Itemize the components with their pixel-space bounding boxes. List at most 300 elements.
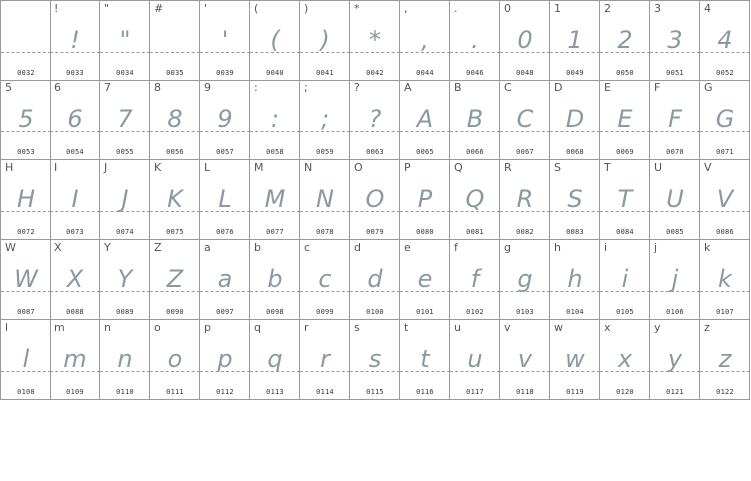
- character-code: 0087: [17, 308, 35, 316]
- character-code: 0039: [216, 69, 234, 77]
- character-key-label: #: [154, 2, 164, 15]
- glyph-sample: R: [516, 185, 534, 213]
- baseline-divider: [450, 371, 500, 372]
- baseline-divider: [50, 211, 100, 212]
- character-key-label: :: [254, 81, 258, 94]
- character-code: 0033: [66, 69, 84, 77]
- glyph-sample: ,: [421, 26, 429, 54]
- character-key-label: S: [554, 161, 561, 174]
- character-code: 0086: [716, 228, 734, 236]
- baseline-divider: [550, 371, 600, 372]
- glyph-cell: [650, 0, 700, 81]
- baseline-divider: [100, 371, 150, 372]
- glyph-cell: [300, 0, 350, 81]
- glyph-cell: [0, 0, 51, 81]
- character-code: 0076: [216, 228, 234, 236]
- baseline-divider: [650, 211, 700, 212]
- glyph-sample: C: [516, 105, 534, 133]
- baseline-divider: [150, 211, 200, 212]
- character-key-label: I: [54, 161, 58, 174]
- glyph-sample: J: [121, 185, 129, 213]
- glyph-sample: h: [567, 265, 583, 293]
- glyph-cell: [0, 160, 51, 240]
- baseline-divider: [600, 291, 650, 292]
- glyph-cell: [250, 0, 300, 81]
- glyph-cell: [50, 80, 100, 160]
- character-key-label: n: [104, 321, 111, 334]
- character-key-label: V: [704, 161, 712, 174]
- glyph-cell: [450, 240, 500, 320]
- character-code: 0112: [216, 388, 234, 396]
- glyph-sample: Y: [117, 265, 133, 293]
- glyph-sample: 2: [617, 26, 633, 54]
- baseline-divider: [200, 131, 250, 132]
- character-key-label: B: [454, 81, 462, 94]
- baseline-divider: [700, 291, 750, 292]
- glyph-sample: M: [264, 185, 286, 213]
- character-key-label: ': [204, 2, 208, 15]
- glyph-sample: 6: [67, 105, 83, 133]
- character-code: 0032: [17, 69, 35, 77]
- baseline-divider: [700, 52, 750, 53]
- baseline-divider: [350, 371, 400, 372]
- character-key-label: 3: [654, 2, 661, 15]
- character-key-label: p: [204, 321, 211, 334]
- character-code: 0082: [516, 228, 534, 236]
- character-code: 0105: [616, 308, 634, 316]
- baseline-divider: [600, 211, 650, 212]
- glyph-cell: [200, 240, 250, 320]
- character-key-label: v: [504, 321, 511, 334]
- character-code: 0052: [716, 69, 734, 77]
- glyph-sample: ): [320, 26, 330, 54]
- glyph-cell: [500, 320, 550, 400]
- baseline-divider: [250, 291, 300, 292]
- baseline-divider: [400, 291, 450, 292]
- baseline-divider: [50, 52, 100, 53]
- glyph-sample: ;: [320, 105, 330, 133]
- glyph-sample: o: [167, 345, 183, 373]
- baseline-divider: [200, 52, 250, 53]
- character-key-label: b: [254, 241, 261, 254]
- baseline-divider: [100, 131, 150, 132]
- glyph-sample: A: [416, 105, 434, 133]
- character-key-label: Z: [154, 241, 162, 254]
- glyph-sample: 9: [217, 105, 233, 133]
- baseline-divider: [500, 131, 550, 132]
- character-key-label: h: [554, 241, 561, 254]
- character-code: 0104: [566, 308, 584, 316]
- character-key-label: C: [504, 81, 512, 94]
- glyph-sample: j: [671, 265, 679, 293]
- glyph-sample: f: [470, 265, 480, 293]
- character-code: 0042: [366, 69, 384, 77]
- baseline-divider: [450, 131, 500, 132]
- glyph-sample: i: [621, 265, 629, 293]
- glyph-sample: ": [119, 26, 131, 54]
- glyph-sample: P: [417, 185, 433, 213]
- character-key-label: K: [154, 161, 162, 174]
- character-code: 0075: [166, 228, 184, 236]
- glyph-cell: [450, 160, 500, 240]
- glyph-sample: 8: [167, 105, 183, 133]
- glyph-sample: L: [218, 185, 232, 213]
- character-code: 0114: [316, 388, 334, 396]
- baseline-divider: [650, 52, 700, 53]
- baseline-divider: [250, 371, 300, 372]
- glyph-cell: [600, 320, 650, 400]
- character-key-label: A: [404, 81, 412, 94]
- baseline-divider: [300, 291, 350, 292]
- glyph-sample: E: [617, 105, 633, 133]
- character-key-label: y: [654, 321, 661, 334]
- baseline-divider: [50, 291, 100, 292]
- character-key-label: g: [504, 241, 511, 254]
- character-code: 0121: [666, 388, 684, 396]
- character-code: 0069: [616, 148, 634, 156]
- baseline-divider: [450, 291, 500, 292]
- character-key-label: u: [454, 321, 461, 334]
- baseline-divider: [400, 131, 450, 132]
- glyph-cell: [250, 160, 300, 240]
- character-code: 0066: [466, 148, 484, 156]
- character-code: 0101: [416, 308, 434, 316]
- character-key-label: t: [404, 321, 409, 334]
- glyph-cell: [150, 240, 200, 320]
- glyph-sample: D: [565, 105, 585, 133]
- baseline-divider: [350, 211, 400, 212]
- glyph-sample: X: [66, 265, 84, 293]
- character-key-label: Y: [104, 241, 111, 254]
- character-code: 0088: [66, 308, 84, 316]
- glyph-cell: [700, 80, 750, 160]
- glyph-sample: .: [471, 26, 479, 54]
- character-code: 0040: [266, 69, 284, 77]
- character-key-label: i: [604, 241, 608, 254]
- character-key-label: m: [54, 321, 65, 334]
- baseline-divider: [50, 131, 100, 132]
- glyph-cell: [200, 80, 250, 160]
- glyph-sample: u: [467, 345, 483, 373]
- character-code: 0083: [566, 228, 584, 236]
- character-key-label: E: [604, 81, 611, 94]
- glyph-cell: [200, 160, 250, 240]
- baseline-divider: [250, 211, 300, 212]
- character-code: 0084: [616, 228, 634, 236]
- character-key-label: q: [254, 321, 261, 334]
- baseline-divider: [650, 291, 700, 292]
- baseline-divider: [350, 291, 400, 292]
- character-code: 0100: [366, 308, 384, 316]
- character-key-label: F: [654, 81, 661, 94]
- glyph-sample: I: [71, 185, 79, 213]
- glyph-cell: [50, 160, 100, 240]
- character-code: 0035: [166, 69, 184, 77]
- character-code: 0109: [66, 388, 84, 396]
- character-code: 0065: [416, 148, 434, 156]
- glyph-cell: [350, 0, 400, 81]
- character-key-label: a: [204, 241, 211, 254]
- character-key-label: 7: [104, 81, 111, 94]
- glyph-cell: [550, 0, 600, 81]
- baseline-divider: [500, 52, 550, 53]
- glyph-sample: p: [217, 345, 233, 373]
- glyph-sample: U: [666, 185, 684, 213]
- glyph-sample: T: [617, 185, 633, 213]
- glyph-cell: [550, 240, 600, 320]
- glyph-cell: [350, 80, 400, 160]
- glyph-sample: g: [517, 265, 533, 293]
- baseline-divider: [1, 52, 51, 53]
- glyph-sample: G: [715, 105, 735, 133]
- character-code: 0057: [216, 148, 234, 156]
- character-code: 0071: [716, 148, 734, 156]
- glyph-sample: m: [63, 345, 87, 373]
- glyph-sample: :: [270, 105, 280, 133]
- character-code: 0044: [416, 69, 434, 77]
- character-key-label: U: [654, 161, 663, 174]
- glyph-sample: 5: [18, 105, 34, 133]
- character-key-label: k: [704, 241, 711, 254]
- character-code: 0081: [466, 228, 484, 236]
- glyph-sample: a: [217, 265, 233, 293]
- baseline-divider: [500, 211, 550, 212]
- character-code: 0099: [316, 308, 334, 316]
- character-code: 0089: [116, 308, 134, 316]
- character-key-label: D: [554, 81, 563, 94]
- baseline-divider: [600, 131, 650, 132]
- character-key-label: 2: [604, 2, 611, 15]
- glyph-cell: [150, 160, 200, 240]
- glyph-cell: [400, 160, 450, 240]
- character-key-label: ?: [354, 81, 360, 94]
- baseline-divider: [650, 371, 700, 372]
- character-code: 0113: [266, 388, 284, 396]
- character-key-label: z: [704, 321, 710, 334]
- character-code: 0098: [266, 308, 284, 316]
- baseline-divider: [50, 371, 100, 372]
- baseline-divider: [550, 291, 600, 292]
- character-key-label: ": [104, 2, 110, 15]
- character-key-label: ,: [404, 2, 408, 15]
- glyph-cell: [250, 320, 300, 400]
- glyph-cell: [400, 240, 450, 320]
- character-key-label: M: [254, 161, 264, 174]
- character-code: 0115: [366, 388, 384, 396]
- baseline-divider: [400, 52, 450, 53]
- character-code: 0078: [316, 228, 334, 236]
- glyph-cell: [100, 80, 150, 160]
- baseline-divider: [350, 131, 400, 132]
- character-code: 0055: [116, 148, 134, 156]
- character-code: 0118: [516, 388, 534, 396]
- baseline-divider: [700, 211, 750, 212]
- baseline-divider: [100, 52, 150, 53]
- glyph-sample: (: [270, 26, 280, 54]
- glyph-sample: B: [466, 105, 484, 133]
- character-key-label: L: [204, 161, 211, 174]
- character-key-label: r: [304, 321, 309, 334]
- glyph-cell: [0, 240, 51, 320]
- baseline-divider: [1, 131, 51, 132]
- character-key-label: X: [54, 241, 62, 254]
- glyph-sample: e: [417, 265, 433, 293]
- glyph-sample: t: [420, 345, 430, 373]
- glyph-sample: c: [318, 265, 332, 293]
- character-code: 0049: [566, 69, 584, 77]
- glyph-cell: [600, 80, 650, 160]
- glyph-cell: [550, 160, 600, 240]
- glyph-sample: *: [369, 26, 381, 54]
- character-code: 0054: [66, 148, 84, 156]
- glyph-cell: [450, 0, 500, 81]
- glyph-sample: v: [517, 345, 533, 373]
- character-code: 0080: [416, 228, 434, 236]
- character-code: 0063: [366, 148, 384, 156]
- character-code: 0041: [316, 69, 334, 77]
- character-key-label: o: [154, 321, 161, 334]
- character-key-label: ): [304, 2, 309, 15]
- glyph-cell: [650, 240, 700, 320]
- glyph-cell: [100, 160, 150, 240]
- baseline-divider: [250, 52, 300, 53]
- baseline-divider: [150, 291, 200, 292]
- glyph-sample: H: [16, 185, 36, 213]
- glyph-cell: [300, 80, 350, 160]
- glyph-cell: [650, 80, 700, 160]
- glyph-sample: 4: [717, 26, 733, 54]
- character-key-label: T: [604, 161, 611, 174]
- glyph-sample: V: [716, 185, 734, 213]
- baseline-divider: [550, 52, 600, 53]
- glyph-cell: [500, 0, 550, 81]
- glyph-cell: [0, 80, 51, 160]
- character-key-label: ;: [304, 81, 308, 94]
- glyph-cell: [350, 320, 400, 400]
- baseline-divider: [550, 131, 600, 132]
- glyph-cell: [100, 320, 150, 400]
- glyph-sample: k: [718, 265, 732, 293]
- character-code: 0102: [466, 308, 484, 316]
- glyph-sample: ?: [368, 105, 382, 133]
- glyph-sample: ': [221, 26, 229, 54]
- glyph-cell: [550, 320, 600, 400]
- baseline-divider: [150, 52, 200, 53]
- glyph-cell: [700, 240, 750, 320]
- character-code: 0111: [166, 388, 184, 396]
- character-code: 0067: [516, 148, 534, 156]
- glyph-sample: z: [718, 345, 732, 373]
- character-key-label: j: [654, 241, 658, 254]
- character-key-label: J: [104, 161, 108, 174]
- baseline-divider: [500, 371, 550, 372]
- glyph-cell: [50, 0, 100, 81]
- glyph-cell: [650, 160, 700, 240]
- baseline-divider: [200, 291, 250, 292]
- character-code: 0046: [466, 69, 484, 77]
- character-code: 0074: [116, 228, 134, 236]
- baseline-divider: [150, 371, 200, 372]
- baseline-divider: [650, 131, 700, 132]
- glyph-cell: [400, 320, 450, 400]
- glyph-cell: [100, 0, 150, 81]
- baseline-divider: [150, 131, 200, 132]
- glyph-sample: N: [316, 185, 334, 213]
- character-key-label: O: [354, 161, 363, 174]
- glyph-cell: [200, 0, 250, 81]
- glyph-sample: Z: [166, 265, 184, 293]
- glyph-sample: q: [267, 345, 283, 373]
- glyph-cell: [600, 0, 650, 81]
- baseline-divider: [350, 52, 400, 53]
- character-key-label: N: [304, 161, 313, 174]
- character-code: 0110: [116, 388, 134, 396]
- character-code: 0050: [616, 69, 634, 77]
- glyph-sample: O: [365, 185, 385, 213]
- character-key-label: 1: [554, 2, 561, 15]
- character-code: 0119: [566, 388, 584, 396]
- character-code: 0051: [666, 69, 684, 77]
- baseline-divider: [200, 211, 250, 212]
- baseline-divider: [450, 52, 500, 53]
- character-key-label: w: [554, 321, 563, 334]
- character-code: 0048: [516, 69, 534, 77]
- baseline-divider: [600, 371, 650, 372]
- character-code: 0059: [316, 148, 334, 156]
- glyph-cell: [200, 320, 250, 400]
- glyph-sample: 0: [517, 26, 533, 54]
- character-key-label: !: [54, 2, 59, 15]
- glyph-cell: [250, 80, 300, 160]
- character-code: 0073: [66, 228, 84, 236]
- glyph-cell: [150, 0, 200, 81]
- character-code: 0116: [416, 388, 434, 396]
- glyph-cell: [500, 160, 550, 240]
- glyph-cell: [300, 160, 350, 240]
- character-key-label: d: [354, 241, 361, 254]
- glyph-cell: [700, 320, 750, 400]
- glyph-sample: b: [267, 265, 283, 293]
- glyph-sample: n: [117, 345, 133, 373]
- baseline-divider: [100, 211, 150, 212]
- character-code: 0122: [716, 388, 734, 396]
- glyph-sample: d: [367, 265, 383, 293]
- baseline-divider: [300, 211, 350, 212]
- character-key-label: H: [5, 161, 14, 174]
- baseline-divider: [1, 371, 51, 372]
- character-key-label: .: [454, 2, 458, 15]
- character-key-label: 8: [154, 81, 161, 94]
- character-key-label: 4: [704, 2, 711, 15]
- character-key-label: R: [504, 161, 512, 174]
- character-key-label: l: [5, 321, 9, 334]
- glyph-sample: x: [617, 345, 633, 373]
- character-code: 0097: [216, 308, 234, 316]
- glyph-sample: !: [70, 26, 80, 54]
- glyph-cell: [500, 240, 550, 320]
- glyph-cell: [350, 160, 400, 240]
- glyph-cell: [50, 240, 100, 320]
- character-key-label: 6: [54, 81, 61, 94]
- glyph-sample: y: [667, 345, 683, 373]
- character-code: 0106: [666, 308, 684, 316]
- baseline-divider: [400, 371, 450, 372]
- character-code: 0072: [17, 228, 35, 236]
- character-code: 0120: [616, 388, 634, 396]
- glyph-sample: r: [320, 345, 330, 373]
- character-code: 0077: [266, 228, 284, 236]
- glyph-cell: [400, 80, 450, 160]
